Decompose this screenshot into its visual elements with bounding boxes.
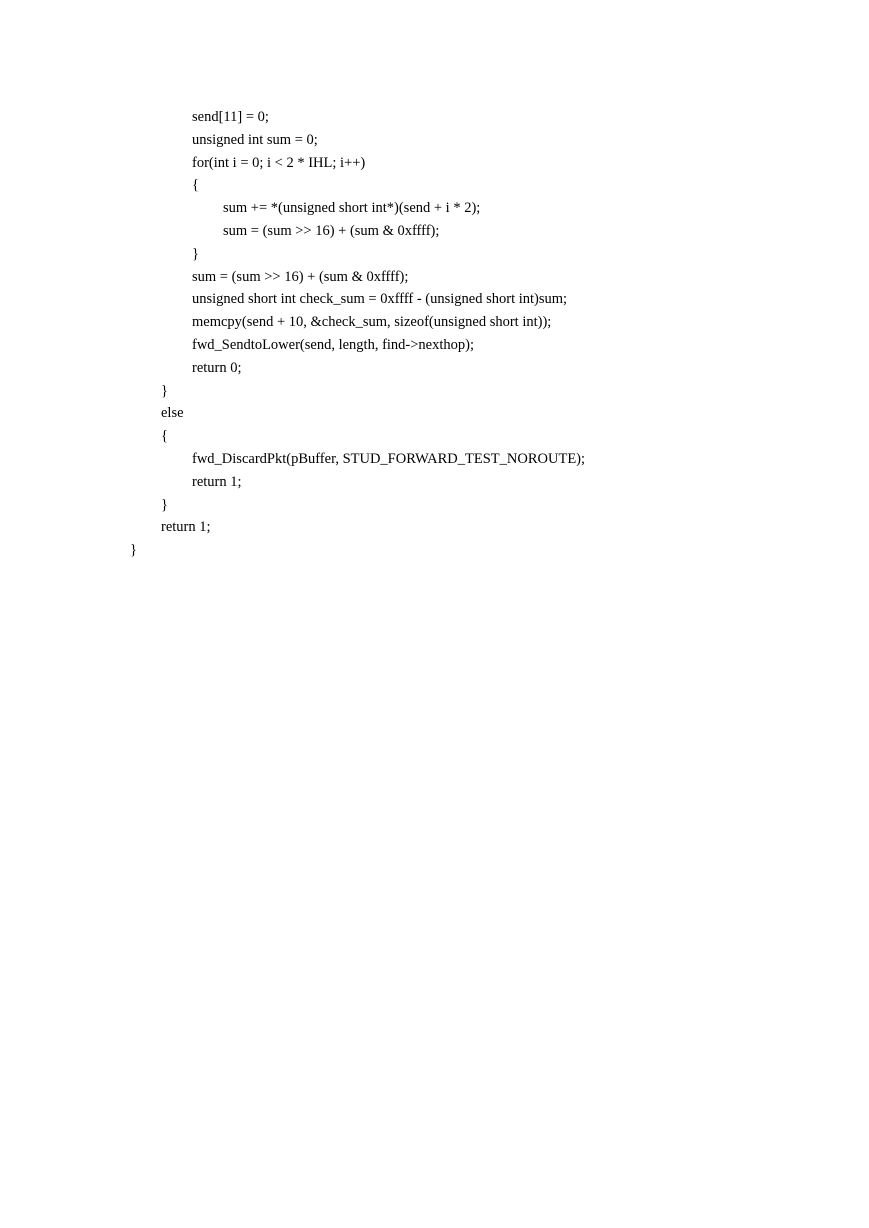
- code-line: }: [130, 542, 137, 559]
- code-line: return 1;: [161, 519, 211, 536]
- code-line: {: [161, 428, 168, 445]
- code-line: fwd_DiscardPkt(pBuffer, STUD_FORWARD_TEST_NOROUTE);: [192, 450, 586, 467]
- code-line: return 0;: [192, 359, 242, 376]
- code-line: memcpy(send + 10, &check_sum, sizeof(unsigned short int));: [192, 314, 552, 331]
- code-line: sum += *(unsigned short int*)(send + i * 2);: [223, 200, 481, 217]
- code-line: sum = (sum >> 16) + (sum & 0xffff);: [192, 268, 409, 285]
- code-line: unsigned int sum = 0;: [192, 131, 318, 148]
- code-listing: [0, 106, 869, 562]
- code-line: else: [161, 405, 184, 422]
- code-line: sum = (sum >> 16) + (sum & 0xffff);: [223, 222, 440, 239]
- code-line: send[11] = 0;: [192, 109, 269, 125]
- code-line: }: [161, 496, 168, 513]
- code-line: for(int i = 0; i < 2 * IHL; i++): [192, 154, 366, 171]
- code-line: fwd_SendtoLower(send, length, find->nexthop);: [192, 336, 475, 353]
- code-line: {: [192, 177, 199, 194]
- code-line: }: [192, 245, 199, 262]
- code-line: }: [161, 382, 168, 399]
- code-line: unsigned short int check_sum = 0xffff - (unsigned short int)sum;: [192, 291, 568, 308]
- code-line: return 1;: [192, 473, 242, 490]
